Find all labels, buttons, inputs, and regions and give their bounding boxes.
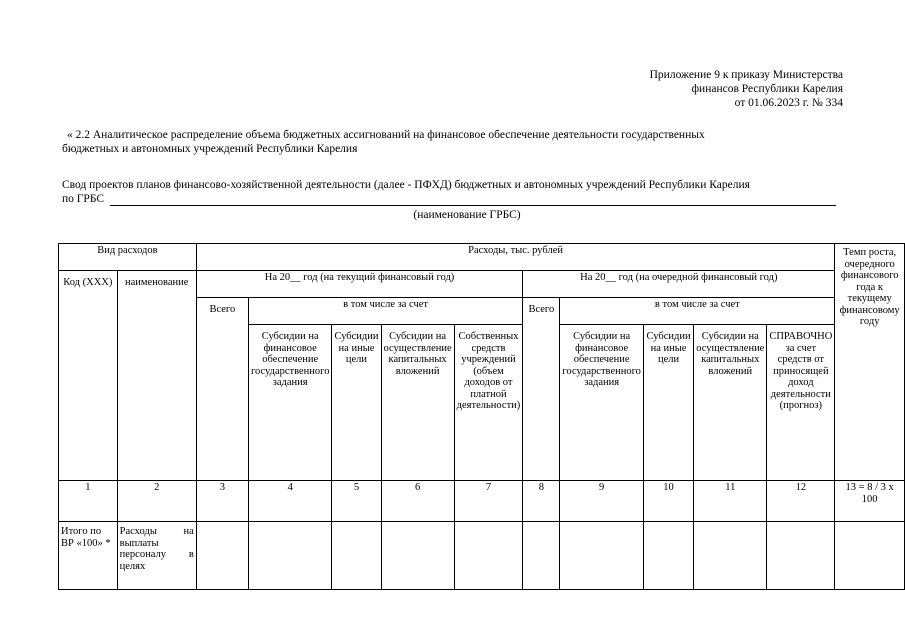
header-cur-subsidy-task: Субсидии на финансовое обеспечение государственного задания [248,325,332,481]
header-cur-own-funds: Собственных средств учреждений (объем доходов от платной деятельности) [454,325,523,481]
col-number: 3 [196,481,248,522]
header-vsego-current: Всего [196,298,248,481]
table-row [59,522,905,590]
grbs-caption: (наименование ГРБС) [413,209,521,221]
heading-line-1: « 2.2 Аналитическое распределение объема бюджетных ассигнований на финансовое обеспечение деятельности государственных [67,129,705,141]
table-cell[interactable] [560,522,644,590]
table-cell[interactable] [767,522,835,590]
col-number: 7 [454,481,523,522]
appendix-block [650,68,843,110]
col-number: 4 [248,481,332,522]
col-number: 9 [560,481,644,522]
col-number: 5 [332,481,381,522]
col-number: 6 [381,481,454,522]
col-number: 2 [117,481,196,522]
expenses-table [58,243,905,590]
col-number: 12 [767,481,835,522]
table-cell[interactable] [643,522,693,590]
table-cell[interactable] [694,522,767,590]
col-number: 13 = 8 / 3 x 100 [835,481,905,522]
col-number: 10 [643,481,693,522]
header-next-subsidy-other: Субсидии на иные цели [643,325,693,481]
header-next-subsidy-capital: Субсидии на осуществление капитальных вложений [694,325,767,481]
heading-line-2: бюджетных и автономных учреждений Республики Карелия [62,143,358,155]
header-next-subsidy-task: Субсидии на финансовое обеспечение государственного задания [560,325,644,481]
appendix-line-2: финансов Республики Карелия [691,83,843,95]
col-number: 8 [523,481,560,522]
column-numbers-row [59,481,905,522]
summary-title: Свод проектов планов финансово-хозяйственной деятельности (далее - ПФХД) бюджетных и автономных учреждений Республики Карелия [62,179,750,191]
header-naimenovanie: наименование [117,271,196,481]
grbs-prefix: по ГРБС [62,193,105,205]
header-raskhody: Расходы, тыс. рублей [196,244,835,271]
header-current-year: На 20__ год (на текущий финансовый год) [196,271,523,298]
header-next-reference: СПРАВОЧНО за счет средств от приносящей доход деятельности (прогноз) [767,325,835,481]
header-kod: Код (ХХХ) [59,271,118,481]
appendix-line-3: от 01.06.2023 г. № 334 [734,97,843,109]
table-cell[interactable] [332,522,381,590]
header-cur-subsidy-capital: Субсидии на осуществление капитальных вложений [381,325,454,481]
header-row-2 [59,271,905,298]
col-number: 1 [59,481,118,522]
section-heading [62,128,842,156]
table-cell[interactable] [523,522,560,590]
header-cur-subsidy-other: Субсидии на иные цели [332,325,381,481]
col-number: 11 [694,481,767,522]
table-cell[interactable] [454,522,523,590]
appendix-line-1: Приложение 9 к приказу Министерства [649,69,843,81]
table-cell[interactable] [835,522,905,590]
header-temp-rosta: Темп роста, очередного финансового года к текущему финансовому году [835,244,905,481]
row-name: Расходы на выплаты персоналу в целях [117,522,196,590]
summary-block [62,178,852,222]
header-v-tom-chisle-next: в том числе за счет [560,298,835,325]
header-vid-raskhodov: Вид расходов [59,244,197,271]
header-v-tom-chisle-current: в том числе за счет [248,298,522,325]
grbs-line [62,192,852,206]
table-cell[interactable] [381,522,454,590]
grbs-fill-line [110,194,836,206]
row-code: Итого по ВР «100» * [59,522,118,590]
header-row-1 [59,244,905,271]
header-next-year: На 20__ год (на очередной финансовый год) [523,271,835,298]
header-vsego-next: Всего [523,298,560,481]
table-cell[interactable] [248,522,332,590]
table-cell[interactable] [196,522,248,590]
